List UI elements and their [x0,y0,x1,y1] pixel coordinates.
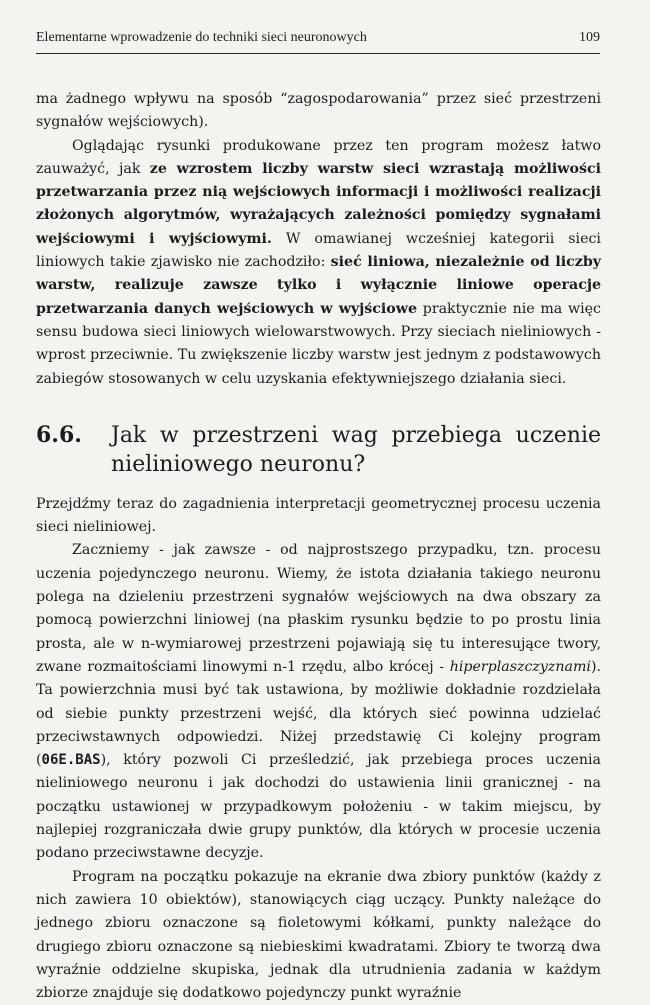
text: Zaczniemy - jak zawsze - od najprostszego przypadku, tzn. procesu uczenia pojedynczego neuronu. Wiemy, że istota działania takiego neuronu polega na dzieleniu przestrzeni sygnałów wejściowych na dwa obszary za pomocą powierzchni liniowej (na płaskim rysunku będzie to po prostu linia prosta, ale w n-wymiarowej przestrzeni pojawiają się tu interesujące twory, zwane rozmaitościami linowymi n-1 rzędu, albo krócej - [36,542,601,675]
header-rule [36,53,600,54]
text: ), który pozwoli Ci prześledzić, jak przebiega proces uczenia nieliniowego neuronu i jak dochodzi do ustawienia linii granicznej - na początku ustawionej w przypadkowym położeniu - w takim miejscu, by najlepiej rozgraniczała dwie grupy punktów, dla których w procesie uczenia podano przeciwstawne decyzje. [36,752,601,862]
page-body [36,88,601,1005]
program-name: 06E.BAS [41,752,101,769]
text: ). Ta powierzchnia musi być tak ustawiona, by możliwie dokładnie rozdzielała od siebie punkty przestrzeni wejść, dla których sieć powinna udzielać przeciwstawnych odpowiedzi. Niżej przedstawię Ci kolejny program ( [36,658,602,769]
page-number: 109 [579,30,600,45]
italic-term: hiperplaszczyznami [449,658,591,675]
text: praktycznie nie ma więc sensu budowa sieci liniowych wielowarstwowych. Przy sieciach nieliniowych - wprost przeciwnie. Tu zwiększenie liczby warstw jest jednym z podstawowych zabiegów stosowanych w celu uzyskania efektywniejszego działania sieci. [36,300,601,387]
emphasis: ze wzrostem liczby warstw sieci wzrastają możliwości przetwarzania przez nią wejściowych informacji i możliwości realizacji złożonych algorytmów, wyrażających zależności pomiędzy sygnałami wejściowymi i wyjściowymi. [36,160,601,247]
running-title: Elementarne wprowadzenie do techniki sieci neuronowych [36,30,367,45]
text: W omawianej wcześniej kategorii sieci liniowych takie zjawisko nie zachodziło: [36,230,601,271]
paragraph [36,135,601,391]
paragraph: Przejdźmy teraz do zagadnienia interpretacji geometrycznej procesu uczenia sieci nieliniowej. [36,495,601,536]
section-heading [36,421,601,479]
emphasis: sieć liniowa, niezależnie od liczby warstw, realizuje zawsze tylko i wyłącznie liniowe operacje przetwarzania danych wejściowych w wyjściowe [36,254,602,317]
section-number: 6.6. [36,421,82,448]
running-header [36,30,600,48]
section-title: Jak w przestrzeni wag przebiega uczenie nieliniowego neuronu? [111,422,601,477]
paragraph: ma żadnego wpływu na sposób “zagospodarowania” przez sieć przestrzeni sygnałów wejściowych). [36,91,601,131]
paragraph [36,539,601,865]
paragraph: Program na początku pokazuje na ekranie dwa zbiory punktów (każdy z nich zawiera 10 obiektów), stanowiących ciąg uczący. Punkty należące do jednego zbioru oznaczone są fioletowymi kółkami, punkty należące do drugiego zbioru oznaczone są niebieskimi kwadratami. Zbiory te tworzą dwa wyraźnie oddzielne skupiska, jednak dla utrudnienia zadania w każdym zbiorze znajduje się dodatkowo pojedynczy punkt wyraźnie [36,868,601,1002]
text: Oglądając rysunki produkowane przez ten program możesz łatwo zauważyć, jak [36,137,601,177]
